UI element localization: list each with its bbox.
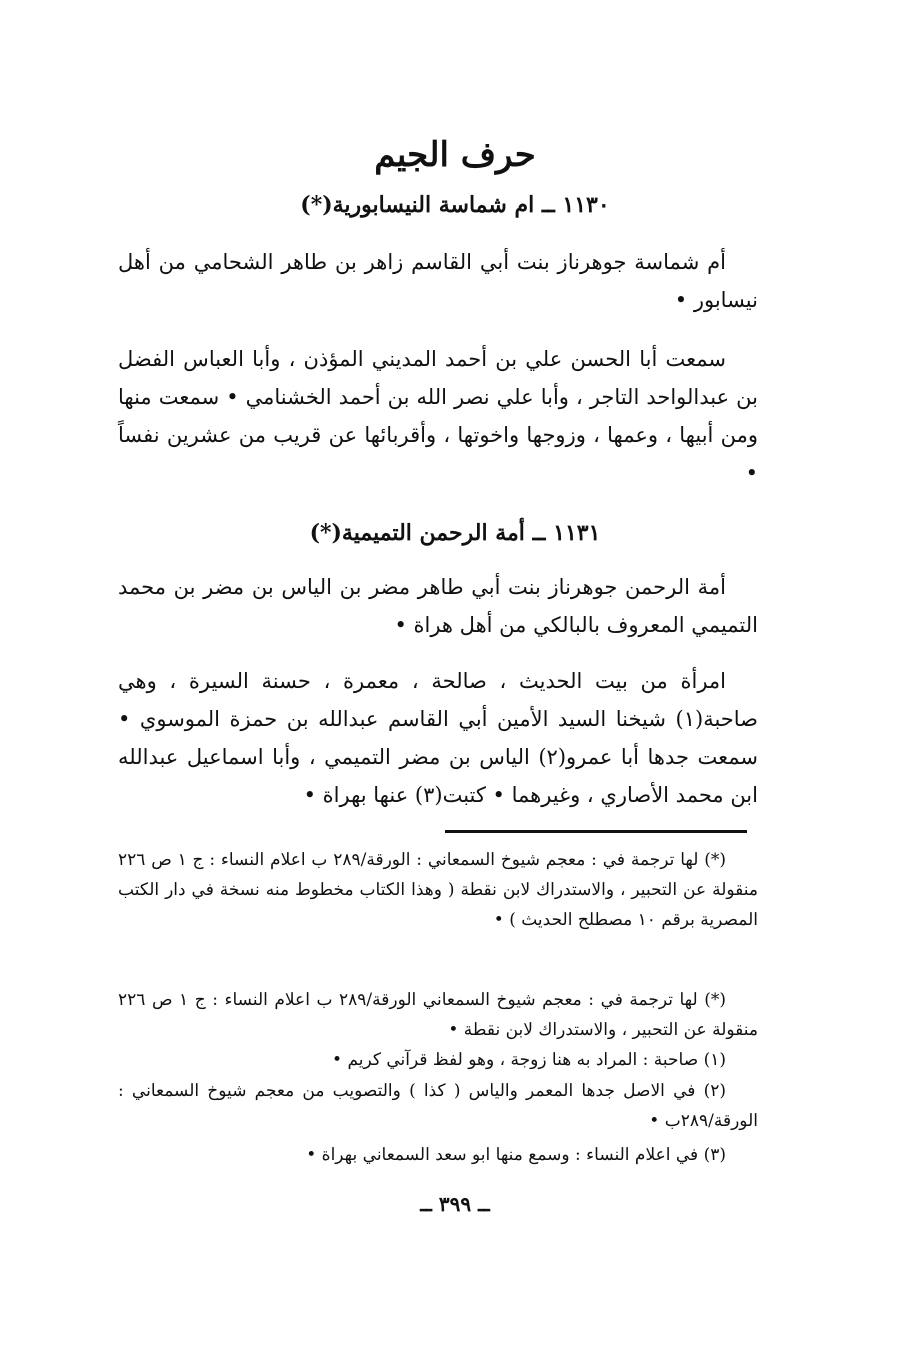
page-number: ــ ٣٩٩ ــ <box>420 1192 490 1216</box>
footnote-1: (١) صاحبة : المراد به هنا زوجة ، وهو لفظ قرآني كريم • <box>332 1050 726 1070</box>
entry-heading-1131: ١١٣١ ــ أمة الرحمن التميمية(*) <box>309 520 601 546</box>
footnote-entry-1131: (*) لها ترجمة في : معجم شيوخ السمعاني الورقة/٢٨٩ ب اعلام النساء : ج ١ ص ٢٢٦ منقولة عن التحبير ، والاستدراك لابن نقطة • <box>118 990 758 1040</box>
chapter-title: حرف الجيم <box>374 135 536 175</box>
entry-heading-1130: ١١٣٠ ــ ام شماسة النيسابورية(*) <box>300 192 610 218</box>
entry-1130-paragraph-1: أم شماسة جوهرناز بنت أبي القاسم زاهر بن طاهر الشحامي من أهل نيسابور • <box>118 250 758 312</box>
footnote-2: (٢) في الاصل جدها المعمر والياس ( كذا ) والتصويب من معجم شيوخ السمعاني : الورقة/٢٨٩ب • <box>118 1081 758 1131</box>
footnote-3: (٣) في اعلام النساء : وسمع منها ابو سعد السمعاني بهراة • <box>306 1145 726 1165</box>
entry-1131-paragraph-2: امرأة من بيت الحديث ، صالحة ، معمرة ، حسنة السيرة ، وهي صاحبة(١) شيخنا السيد الأمين أبي القاسم عبدالله بن حمزة الموسوي • سمعت جدها أبا عمرو(٢) الياس بن مضر التميمي ، وأبا اسماعيل عبدالله ابن محمد الأصاري ، وغيرهما • كتبت(٣) عنها بهراة • <box>118 669 758 807</box>
footnote-divider <box>445 830 747 833</box>
footnote-entry-1130: (*) لها ترجمة في : معجم شيوخ السمعاني : الورقة/٢٨٩ ب اعلام النساء : ج ١ ص ٢٢٦ منقولة عن التحبير ، والاستدراك لابن نقطة ( وهذا الكتاب مخطوط منه نسخة في دار الكتب المصرية برقم ١٠ مصطلح الحديث ) • <box>118 850 758 930</box>
entry-1130-paragraph-2: سمعت أبا الحسن علي بن أحمد المديني المؤذن ، وأبا العباس الفضل بن عبدالواحد التاجر ، وأبا علي نصر الله بن أحمد الخشنامي • سمعت منها ومن أبيها ، وعمها ، وزوجها واخوتها ، وأقربائها عن قريب من عشرين نفساً • <box>118 347 758 485</box>
entry-1131-paragraph-1: أمة الرحمن جوهرناز بنت أبي طاهر مضر بن الياس بن مضر بن محمد التميمي المعروف بالبالكي من أهل هراة • <box>118 575 758 637</box>
